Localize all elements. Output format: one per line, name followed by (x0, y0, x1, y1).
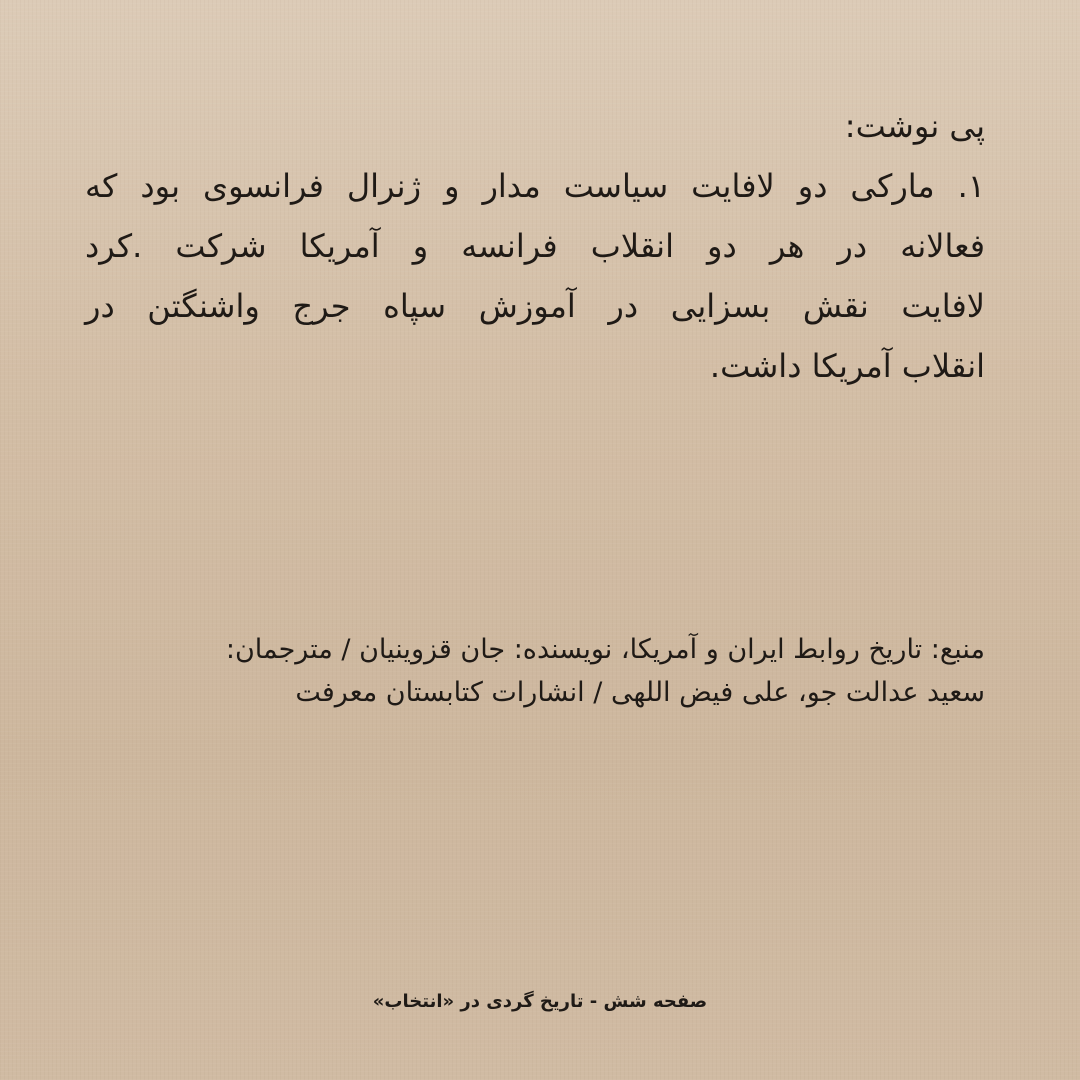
footnote-line: فعالانه در هر دو انقلاب فرانسه و آمریکا شرکت .کرد (85, 227, 985, 265)
footnote-section (85, 96, 985, 396)
footnote-line: انقلاب آمریکا داشت. (709, 347, 985, 385)
footnote-heading: پی نوشت: (844, 107, 985, 145)
footnote-line: لافایت نقش بسزایی در آموزش سپاه جرج واشنگتن در (85, 287, 985, 325)
page-footer: صفحه شش - تاریخ گردی در «انتخاب» (372, 991, 708, 1012)
source-line: منبع: تاریخ روابط ایران و آمریکا، نویسنده: جان قزوینیان / مترجمان: (225, 634, 985, 665)
footnote-line: ۱. مارکی دو لافایت سیاست مدار و ژنرال فرانسوی بود که (85, 167, 985, 205)
source-section (85, 628, 985, 714)
source-line: سعید عدالت جو، علی فیض اللهی / انشارات کتابستان معرفت (295, 677, 985, 708)
